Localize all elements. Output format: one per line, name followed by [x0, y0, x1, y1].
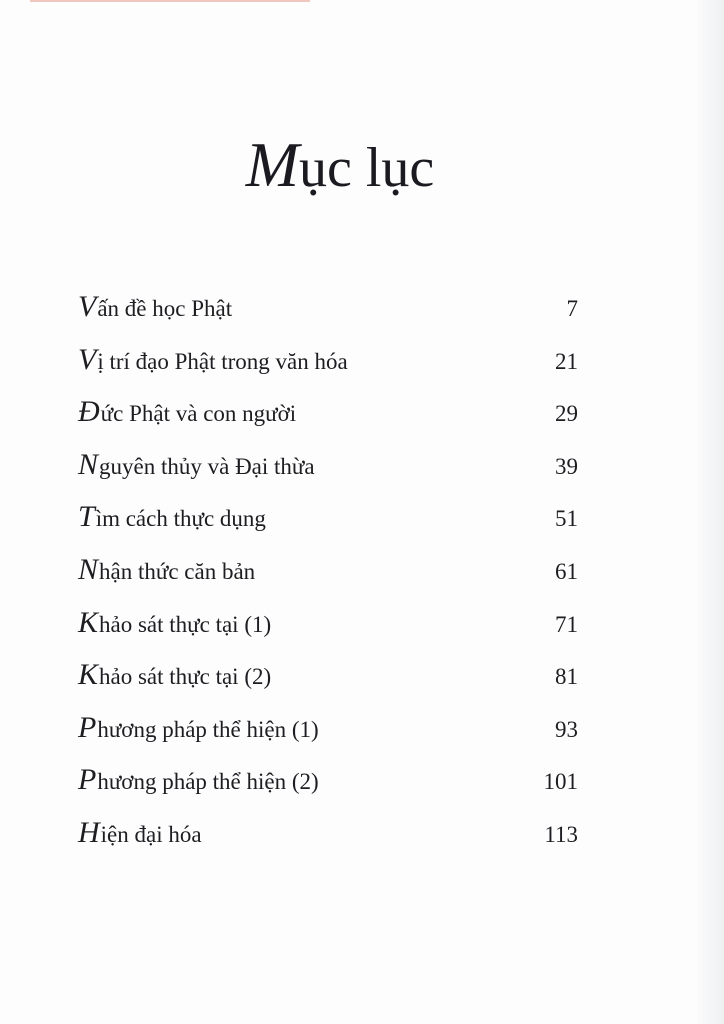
toc-entry-title	[78, 395, 296, 429]
entry-title-rest: guyên thủy và Đại thừa	[99, 453, 315, 479]
toc-entry-page: 113	[544, 821, 578, 847]
toc-entry-title	[78, 658, 271, 692]
entry-title-rest: ấn đề học Phật	[97, 296, 233, 321]
toc-entry[interactable]	[78, 763, 578, 816]
entry-initial: N	[78, 552, 99, 586]
toc-entry-title	[78, 816, 202, 850]
page-edge-shadow	[698, 0, 724, 1024]
toc-entry[interactable]	[78, 395, 578, 448]
toc-entry-title	[78, 553, 255, 587]
entry-title-rest: ức Phật và con người	[100, 401, 297, 427]
toc-entry-page: 71	[555, 611, 578, 637]
title-rest: ục lục	[299, 137, 435, 199]
entry-initial: P	[78, 710, 97, 744]
toc-entry[interactable]	[78, 553, 578, 606]
toc-entry-title	[78, 711, 319, 745]
entry-initial: Đ	[78, 395, 100, 429]
toc-entry[interactable]	[78, 816, 578, 869]
entry-title-rest: iện đại hóa	[100, 821, 202, 847]
toc-entry[interactable]	[78, 711, 578, 764]
toc-entry-title	[78, 290, 232, 324]
toc-entry-page: 61	[555, 558, 578, 584]
scan-artifact-line	[30, 0, 310, 2]
toc-entry[interactable]	[78, 343, 578, 396]
entry-initial: T	[78, 500, 95, 534]
entry-title-rest: hận thức căn bản	[99, 558, 256, 584]
entry-title-rest: ị trí đạo Phật trong văn hóa	[97, 348, 348, 374]
entry-title-rest: hương pháp thể hiện (2)	[97, 769, 319, 795]
entry-initial: K	[78, 658, 99, 692]
title-initial: M	[245, 129, 300, 200]
toc-entry-page: 81	[555, 664, 578, 690]
entry-initial: P	[78, 763, 97, 797]
entry-initial: H	[78, 815, 100, 849]
page-title	[0, 128, 680, 202]
entry-initial: K	[78, 605, 99, 639]
entry-title-rest: hảo sát thực tại (1)	[99, 611, 272, 637]
entry-initial: V	[78, 342, 97, 376]
toc-entry-title	[78, 500, 266, 534]
entry-initial: V	[78, 290, 97, 323]
entry-initial: N	[78, 447, 99, 481]
toc-entry[interactable]	[78, 606, 578, 659]
toc-entry-title	[78, 606, 271, 640]
toc-entry-page: 51	[555, 506, 578, 532]
table-of-contents	[78, 290, 578, 869]
entry-title-rest: ìm cách thực dụng	[95, 506, 266, 532]
toc-entry[interactable]	[78, 448, 578, 501]
entry-title-rest: hương pháp thể hiện (1)	[97, 716, 319, 742]
toc-entry[interactable]	[78, 500, 578, 553]
toc-entry-page: 101	[543, 769, 578, 795]
toc-entry-title	[78, 343, 348, 377]
toc-entry-page: 7	[566, 296, 578, 321]
toc-entry-page: 39	[555, 453, 578, 479]
toc-entry-page: 93	[555, 716, 578, 742]
toc-entry-title	[78, 448, 315, 482]
toc-entry-title	[78, 763, 319, 797]
toc-entry[interactable]	[78, 658, 578, 711]
toc-entry-page: 29	[555, 401, 578, 427]
toc-entry-page: 21	[555, 348, 578, 374]
toc-entry[interactable]	[78, 290, 578, 343]
entry-title-rest: hảo sát thực tại (2)	[99, 664, 272, 690]
